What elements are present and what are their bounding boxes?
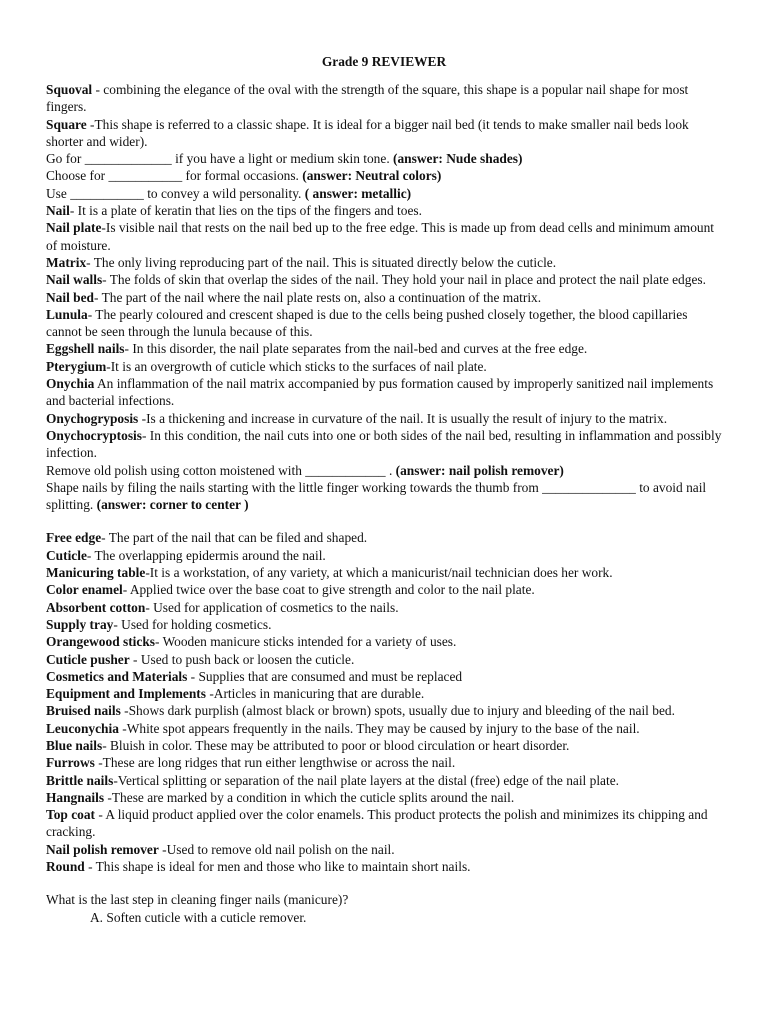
- term-definition: - Used for holding cosmetics.: [113, 616, 272, 632]
- question-text: to convey a wild personality.: [143, 185, 305, 201]
- term-definition: -Vertical splitting or separation of the nail plate layers at the distal (free) edge of the nail plate.: [113, 772, 620, 788]
- definition-entry: [46, 202, 726, 219]
- answer-blank: ____________: [305, 462, 386, 478]
- term-label: Pterygium: [46, 358, 107, 374]
- fill-in-question: [46, 185, 726, 202]
- definition-entry: [46, 410, 726, 427]
- term-label: Blue nails: [46, 737, 103, 753]
- definition-entry: [46, 564, 726, 581]
- answer-key: (answer: corner to center ): [96, 497, 249, 513]
- definition-entry: [46, 254, 726, 271]
- question-text: Use: [46, 185, 71, 201]
- term-definition: -These are long ridges that run either lengthwise or across the nail.: [94, 755, 456, 771]
- term-label: Supply tray: [46, 616, 114, 632]
- definition-entry: [46, 789, 726, 806]
- term-definition: - In this condition, the nail cuts into one or both sides of the nail bed, resulting in inflammation and possibly infection.: [46, 427, 722, 461]
- definition-entry: [46, 547, 726, 564]
- term-label: Hangnails: [46, 789, 105, 805]
- term-label: Nail walls: [46, 272, 103, 288]
- definition-entry: [46, 754, 726, 771]
- answer-key: (answer: Neutral colors): [302, 168, 442, 184]
- fill-in-question: [46, 462, 726, 479]
- term-label: Square: [46, 116, 87, 132]
- definition-entry: [46, 858, 726, 875]
- definition-entry: [46, 271, 726, 288]
- definition-entry: [46, 219, 726, 254]
- answer-choice-a: A. Soften cuticle with a cuticle remover.: [90, 909, 307, 925]
- answer-key: ( answer: metallic): [304, 185, 412, 201]
- definition-entry: [46, 841, 726, 858]
- term-definition: - The part of the nail that can be filed and shaped.: [101, 530, 368, 546]
- term-definition: - The overlapping epidermis around the nail.: [86, 547, 326, 563]
- term-label: Color enamel: [46, 582, 123, 598]
- term-definition: -It is a workstation, of any variety, at which a manicurist/nail technician does her work.: [145, 565, 613, 581]
- question-text: Shape nails by filing the nails starting with the little finger working towards the thumb from: [46, 479, 543, 495]
- term-label: Absorbent cotton: [46, 599, 146, 615]
- term-label: Brittle nails: [46, 772, 114, 788]
- definition-entry: [46, 340, 726, 357]
- term-label: Orangewood sticks: [46, 634, 155, 650]
- definition-entry: [46, 616, 726, 633]
- definition-entry: [46, 772, 726, 789]
- reviewer-body: [46, 81, 726, 926]
- term-definition: -Shows dark purplish (almost black or brown) spots, usually due to injury and bleeding of the nail bed.: [120, 703, 675, 719]
- term-label: Equipment and Implements: [46, 686, 206, 702]
- definition-entry: [46, 737, 726, 754]
- term-label: Round: [46, 859, 85, 875]
- definition-entry: [46, 427, 726, 462]
- term-definition: An inflammation of the nail matrix accompanied by pus formation caused by improperly sanitized nail implements and bacterial infections.: [46, 376, 714, 409]
- term-label: Nail: [46, 203, 70, 219]
- term-label: Matrix: [46, 254, 87, 270]
- term-label: Lunula: [46, 306, 88, 322]
- answer-blank: ___________: [108, 168, 183, 184]
- definition-entry: [46, 720, 726, 737]
- term-definition: - This shape is ideal for men and those who like to maintain short nails.: [84, 859, 471, 875]
- term-definition: - In this disorder, the nail plate separates from the nail-bed and curves at the free edge.: [124, 341, 588, 357]
- question-text: for formal occasions.: [182, 168, 303, 184]
- term-definition: - Bluish in color. These may be attributed to poor or blood circulation or heart disorder.: [102, 737, 570, 753]
- answer-blank: ___________: [70, 185, 144, 201]
- answer-key: (answer: nail polish remover): [395, 462, 564, 478]
- term-definition: - Used to push back or loosen the cuticle.: [129, 651, 355, 667]
- term-definition: -Is visible nail that rests on the nail bed up to the free edge. This is made up from dead cells and minimum amount of moisture.: [46, 220, 715, 253]
- fill-in-question: [46, 150, 726, 167]
- term-label: Leuconychia: [46, 720, 119, 736]
- definition-entry: [46, 581, 726, 598]
- definition-entry: [46, 81, 726, 116]
- fill-in-question: [46, 479, 726, 514]
- term-label: Cuticle pusher: [46, 651, 130, 667]
- section-spacer: [46, 875, 726, 891]
- definition-entry: [46, 599, 726, 616]
- definition-entry: [46, 806, 726, 841]
- page-title: Grade 9 REVIEWER: [321, 54, 447, 69]
- term-definition: - Wooden manicure sticks intended for a variety of uses.: [155, 634, 457, 650]
- term-definition: - The part of the nail where the nail plate rests on, also a continuation of the matrix.: [94, 289, 542, 305]
- term-label: Squoval: [46, 82, 93, 97]
- term-definition: -White spot appears frequently in the nails. They may be caused by injury to the base of the nail.: [118, 720, 640, 736]
- definition-entry: [46, 685, 726, 702]
- term-label: Onychocryptosis: [46, 427, 142, 443]
- term-label: Onychia: [46, 376, 95, 392]
- term-label: Free edge: [46, 530, 102, 546]
- term-definition: - combining the elegance of the oval with the strength of the square, this shape is a popular nail shape for most fingers.: [46, 82, 689, 115]
- answer-blank: _____________: [84, 151, 172, 167]
- term-definition: - Supplies that are consumed and must be replaced: [187, 668, 463, 684]
- answer-blank: ______________: [542, 479, 636, 495]
- definition-entry: [46, 668, 726, 685]
- definition-entry: [46, 702, 726, 719]
- definition-entry: [46, 375, 726, 410]
- term-label: Nail plate: [46, 220, 102, 236]
- term-definition: -Used to remove old nail polish on the nail.: [158, 841, 395, 857]
- term-definition: -Is a thickening and increase in curvature of the nail. It is usually the result of injury to the matrix.: [138, 410, 668, 426]
- term-definition: - Applied twice over the base coat to give strength and color to the nail plate.: [122, 582, 535, 598]
- term-label: Cosmetics and Materials: [46, 668, 188, 684]
- question-text: Remove old polish using cotton moistened with: [46, 462, 306, 478]
- term-label: Nail bed: [46, 289, 94, 305]
- question-text: What is the last step in cleaning finger nails (manicure)?: [46, 892, 349, 908]
- definition-entry: [46, 651, 726, 668]
- answer-key: (answer: Nude shades): [393, 151, 523, 167]
- term-definition: - It is a plate of keratin that lies on the tips of the fingers and toes.: [69, 203, 422, 219]
- definition-entry: [46, 633, 726, 650]
- term-label: Manicuring table: [46, 565, 146, 581]
- term-label: Bruised nails: [46, 703, 121, 719]
- definition-entry: [46, 306, 726, 341]
- term-definition: - A liquid product applied over the color enamels. This product protects the polish and minimizes its chipping and cracking.: [46, 807, 708, 840]
- question-text: if you have a light or medium skin tone.: [171, 151, 394, 167]
- definition-entry: [46, 529, 726, 546]
- question-text: Choose for: [46, 168, 109, 184]
- term-definition: -Articles in manicuring that are durable.: [205, 686, 425, 702]
- term-label: Nail polish remover: [46, 841, 159, 857]
- term-definition: - Used for application of cosmetics to the nails.: [145, 599, 399, 615]
- question-text: to avoid nail splitting.: [46, 479, 707, 513]
- term-label: Top coat: [46, 807, 95, 823]
- question-text: .: [385, 462, 396, 478]
- question-text: Go for: [46, 151, 85, 167]
- term-label: Onychogryposis: [46, 410, 139, 426]
- term-definition: -These are marked by a condition in which the cuticle splits around the nail.: [104, 789, 515, 805]
- term-definition: - The pearly coloured and crescent shaped is due to the cells being pushed closely together, the blood capillaries cannot be seen through the lunula because of this.: [46, 306, 688, 340]
- term-definition: -This shape is referred to a classic shape. It is ideal for a bigger nail bed (it tends to make smaller nail beds look shorter and wider).: [46, 116, 689, 149]
- definition-entry: [46, 289, 726, 306]
- term-definition: - The folds of skin that overlap the sides of the nail. They hold your nail in place and protect the nail plate edges.: [102, 272, 706, 288]
- term-definition: - The only living reproducing part of the nail. This is situated directly below the cuticle.: [86, 254, 557, 270]
- term-label: Cuticle: [46, 547, 87, 563]
- section-spacer: [46, 513, 726, 529]
- definition-entry: [46, 358, 726, 375]
- term-label: Furrows: [46, 755, 95, 771]
- term-definition: -It is an overgrowth of cuticle which sticks to the surfaces of nail plate.: [106, 358, 487, 374]
- term-label: Eggshell nails: [46, 341, 125, 357]
- definition-entry: [46, 116, 726, 151]
- fill-in-question: [46, 167, 726, 184]
